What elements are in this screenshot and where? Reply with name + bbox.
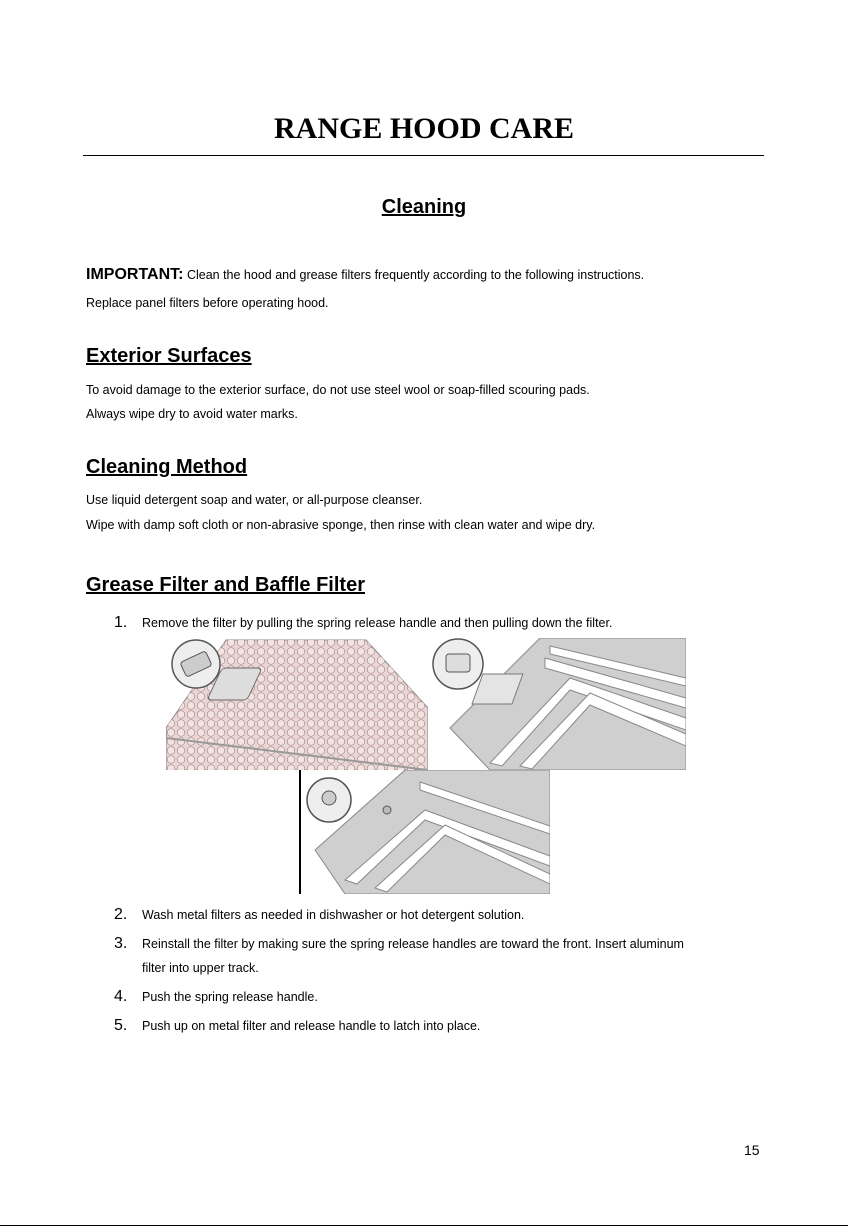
important-paragraph — [86, 266, 644, 284]
exterior-line-1: To avoid damage to the exterior surface, do not use steel wool or soap-filled scouring pads. — [86, 383, 590, 397]
step-number: 3. — [114, 935, 128, 952]
section-title: Cleaning — [381, 196, 467, 218]
important-text: Clean the hood and grease filters frequently according to the following instructions. — [183, 268, 645, 282]
exterior-heading: Exterior Surfaces — [86, 345, 252, 367]
step-text: Reinstall the filter by making sure the spring release handles are toward the front. Insert aluminum — [142, 937, 684, 951]
important-label: IMPORTANT: — [86, 266, 184, 283]
page-number: 15 — [744, 1142, 760, 1158]
step-5 — [114, 1017, 480, 1035]
step-3 — [114, 935, 684, 953]
step-number: 1. — [114, 614, 128, 631]
mesh-filter-illustration — [166, 638, 428, 770]
title-divider — [83, 155, 764, 156]
step-text: Push up on metal filter and release handle to latch into place. — [142, 1019, 481, 1033]
step-text: Wash metal filters as needed in dishwasher or hot detergent solution. — [142, 908, 525, 922]
method-line-2: Wipe with damp soft cloth or non-abrasive sponge, then rinse with clean water and wipe dry. — [86, 518, 596, 532]
step-text: filter into upper track. — [142, 961, 259, 975]
step-number: 2. — [114, 906, 128, 923]
step-3-continued — [114, 961, 259, 975]
step-4 — [114, 988, 318, 1006]
illustration-divider — [299, 770, 301, 894]
step-text: Remove the filter by pulling the spring release handle and then pulling down the filter. — [142, 616, 613, 630]
step-number: 5. — [114, 1017, 128, 1034]
important-line-2: Replace panel filters before operating hood. — [86, 296, 329, 310]
baffle-filter-illustration — [430, 638, 686, 770]
exterior-line-2: Always wipe dry to avoid water marks. — [86, 407, 298, 421]
grease-heading: Grease Filter and Baffle Filter — [86, 574, 365, 596]
step-text: Push the spring release handle. — [142, 990, 318, 1004]
step-2 — [114, 906, 524, 924]
method-line-1: Use liquid detergent soap and water, or all-purpose cleanser. — [86, 493, 423, 507]
page-title: RANGE HOOD CARE — [273, 112, 574, 145]
method-heading: Cleaning Method — [86, 456, 248, 478]
step-number: 4. — [114, 988, 128, 1005]
baffle-filter-detail-illustration — [305, 770, 550, 894]
page-bottom-edge — [0, 1225, 848, 1226]
step-1 — [114, 614, 612, 632]
